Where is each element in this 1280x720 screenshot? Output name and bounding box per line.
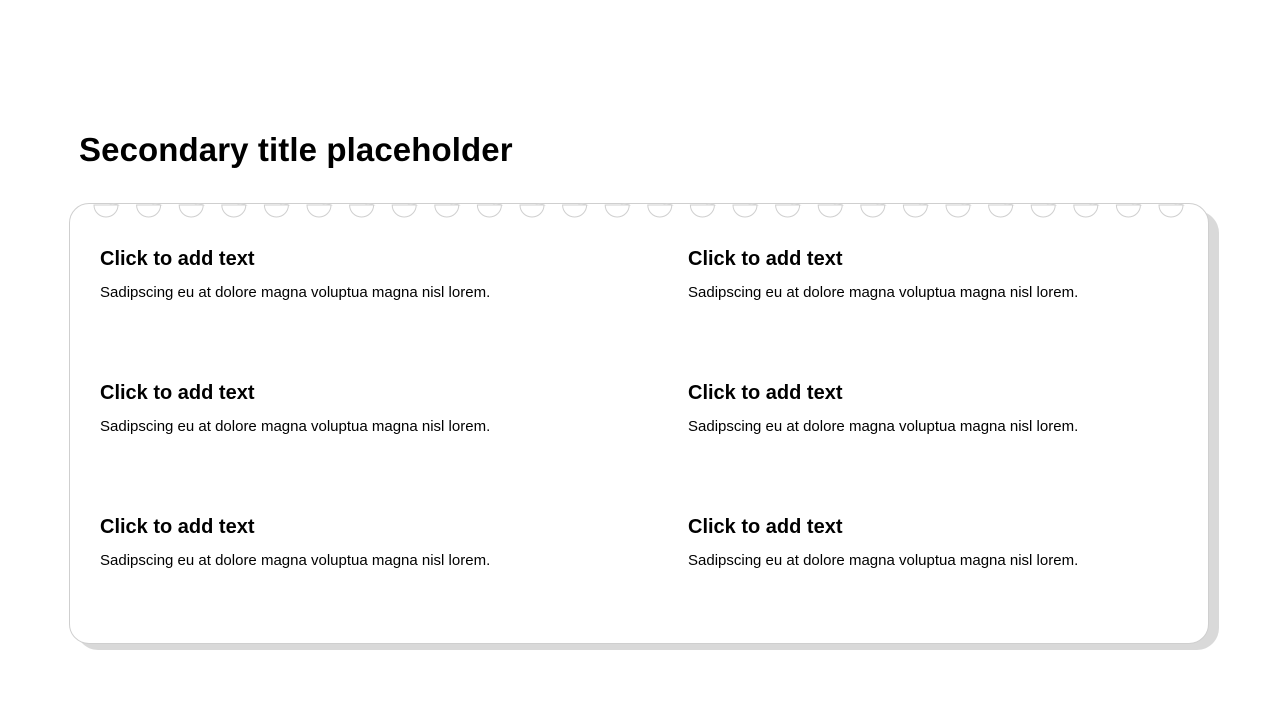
- text-block-heading[interactable]: Click to add text: [688, 382, 843, 404]
- slide-title[interactable]: Secondary title placeholder: [79, 131, 513, 168]
- binding-hole: [1074, 205, 1098, 217]
- binding-hole: [477, 205, 501, 217]
- binding-hole: [392, 205, 416, 217]
- text-block-4[interactable]: [688, 381, 1208, 437]
- text-block-3[interactable]: [100, 381, 620, 437]
- binding-hole: [94, 205, 118, 217]
- spiral-binding: [69, 196, 1209, 222]
- binding-mask: [89, 196, 1189, 203]
- binding-hole: [264, 205, 288, 217]
- text-block-body[interactable]: Sadipscing eu at dolore magna voluptua magna nisl lorem.: [688, 284, 1079, 301]
- binding-hole: [648, 205, 672, 217]
- binding-hole: [179, 205, 203, 217]
- text-block-body[interactable]: Sadipscing eu at dolore magna voluptua magna nisl lorem.: [100, 552, 491, 569]
- text-block-heading[interactable]: Click to add text: [100, 382, 255, 404]
- binding-hole: [776, 205, 800, 217]
- binding-hole: [307, 205, 331, 217]
- binding-hole: [1031, 205, 1055, 217]
- text-block-1[interactable]: [100, 247, 620, 303]
- binding-hole: [903, 205, 927, 217]
- text-block-2[interactable]: [688, 247, 1208, 303]
- text-block-body[interactable]: Sadipscing eu at dolore magna voluptua magna nisl lorem.: [100, 418, 491, 435]
- text-block-body[interactable]: Sadipscing eu at dolore magna voluptua magna nisl lorem.: [100, 284, 491, 301]
- binding-hole: [137, 205, 161, 217]
- binding-hole: [1116, 205, 1140, 217]
- binding-hole: [222, 205, 246, 217]
- text-block-body[interactable]: Sadipscing eu at dolore magna voluptua magna nisl lorem.: [688, 418, 1079, 435]
- text-block-6[interactable]: [688, 515, 1208, 571]
- binding-hole: [818, 205, 842, 217]
- binding-hole: [861, 205, 885, 217]
- binding-hole: [563, 205, 587, 217]
- text-block-heading[interactable]: Click to add text: [100, 516, 255, 538]
- text-block-5[interactable]: [100, 515, 620, 571]
- binding-hole: [946, 205, 970, 217]
- text-block-heading[interactable]: Click to add text: [100, 248, 255, 270]
- text-block-heading[interactable]: Click to add text: [688, 516, 843, 538]
- binding-hole: [605, 205, 629, 217]
- binding-hole: [1159, 205, 1183, 217]
- binding-hole: [690, 205, 714, 217]
- binding-hole: [435, 205, 459, 217]
- binding-hole: [733, 205, 757, 217]
- binding-hole: [989, 205, 1013, 217]
- binding-hole: [350, 205, 374, 217]
- binding-hole: [520, 205, 544, 217]
- text-block-body[interactable]: Sadipscing eu at dolore magna voluptua magna nisl lorem.: [688, 552, 1079, 569]
- text-block-heading[interactable]: Click to add text: [688, 248, 843, 270]
